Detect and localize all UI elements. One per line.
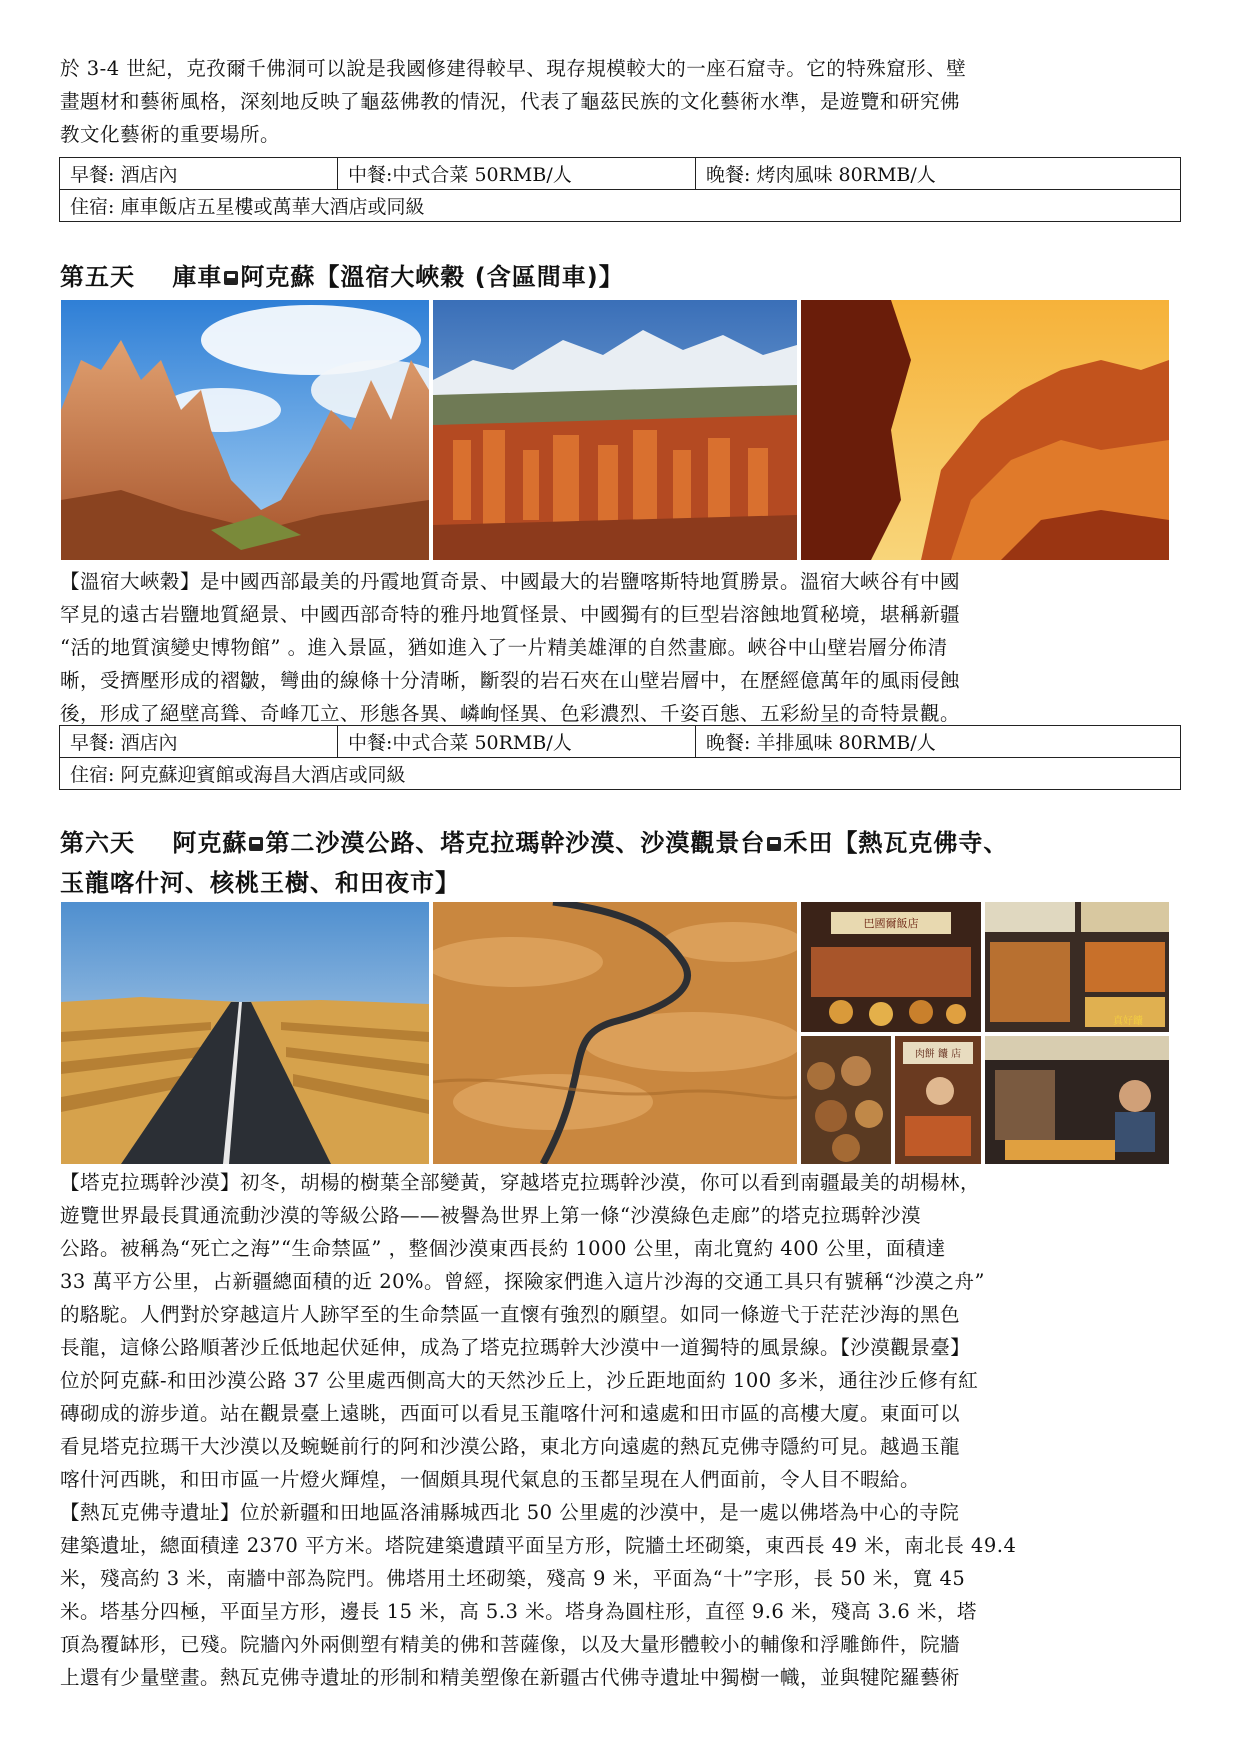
desert-road-photo-1 <box>61 902 429 1164</box>
lunch-cell: 中餐:中式合菜 50RMB/人 <box>338 158 696 190</box>
desc-line: 磚砌成的游步道。站在觀景臺上遠眺，西面可以看見玉龍喀什河和遠處和田市區的高樓大廈。東面可以 <box>60 1402 961 1425</box>
desc-line: “活的地質演變史博物館” 。進入景區，猶如進入了一片精美雄渾的自然畫廊。峽谷中山壁岩層分佈清 <box>60 636 948 659</box>
canyon-photo-3 <box>801 300 1169 560</box>
desc-line: 公路。被稱為“死亡之海”“生命禁區” ，整個沙漠東西長約 1000 公里，南北寬約 400 公里，面積達 <box>60 1237 946 1260</box>
desc-line: 晰，受擠壓形成的褶皺，彎曲的線條十分清晰，斷裂的岩石夾在山壁岩層中，在歷經億萬年的風雨侵蝕 <box>60 669 961 692</box>
shop-sign: 真好饢 <box>1113 1016 1143 1027</box>
route-start: 庫車 <box>172 263 223 291</box>
bus-icon <box>224 271 238 285</box>
shop-sign: 巴國爾飯店 <box>863 917 919 930</box>
day5-title <box>60 257 1180 297</box>
desert-road-photo-2 <box>433 902 797 1164</box>
bus-icon <box>767 837 781 851</box>
canyon-photo-2 <box>433 300 797 560</box>
night-market-photo-1 <box>801 902 981 1032</box>
dinner-cell: 晚餐: 羊排風味 80RMB/人 <box>696 726 1181 758</box>
canyon-photo-1 <box>61 300 429 560</box>
desc-line: 【溫宿大峽穀】是中國西部最美的丹霞地質奇景、中國最大的岩鹽喀斯特地質勝景。溫宿大峽谷有中國 <box>60 570 961 593</box>
night-market-photo-4 <box>895 1036 981 1164</box>
desc-line: 遊覽世界最長貫通流動沙漠的等級公路——被譽為世界上第一條“沙漠綠色走廊”的塔克拉瑪幹沙漠 <box>60 1204 921 1227</box>
desc-line: 罕見的遠古岩鹽地質絕景、中國西部奇特的雅丹地質怪景、中國獨有的巨型岩溶蝕地質秘境，堪稱新疆 <box>60 603 961 626</box>
desc-line: 【熱瓦克佛寺遺址】位於新疆和田地區洛浦縣城西北 50 公里處的沙漠中，是一處以佛塔為中心的寺院 <box>60 1501 960 1524</box>
intro-line: 教文化藝術的重要場所。 <box>60 123 281 146</box>
route-start: 阿克蘇 <box>172 829 248 857</box>
desc-line: 看見塔克拉瑪干大沙漠以及蜿蜒前行的阿和沙漠公路，東北方向遠處的熱瓦克佛寺隱約可見。越過玉龍 <box>60 1435 961 1458</box>
day6-title <box>60 823 1180 903</box>
day6-title-line <box>60 823 1180 863</box>
night-market-photo-2 <box>985 902 1169 1032</box>
day6-title-line: 玉龍喀什河、核桃王樹、和田夜市】 <box>60 869 460 897</box>
desc-line: 米。塔基分四極，平面呈方形，邊長 15 米，高 5.3 米。塔身為圓柱形，直徑 9.6 米，殘高 3.6 米，塔 <box>60 1600 977 1623</box>
desc-line: 上還有少量壁畫。熱瓦克佛寺遺址的形制和精美塑像在新疆古代佛寺遺址中獨樹一幟，並與犍陀羅藝術 <box>60 1666 961 1689</box>
intro-paragraph <box>60 52 1180 151</box>
route-middle: 第二沙漠公路、塔克拉瑪幹沙漠、沙漠觀景台 <box>265 829 766 857</box>
desc-line: 長龍，這條公路順著沙丘低地起伏延伸，成為了塔克拉瑪幹大沙漠中一道獨特的風景線。【沙漠觀景臺】 <box>60 1336 971 1359</box>
dinner-cell: 晚餐: 烤肉風味 80RMB/人 <box>696 158 1181 190</box>
hotel-cell: 住宿: 庫車飯店五星樓或萬華大酒店或同級 <box>60 190 1181 222</box>
desc-line: 建築遺址，總面積達 2370 平方米。塔院建築遺蹟平面呈方形，院牆土坯砌築，東西長 49 米，南北長 49.4 <box>60 1534 1017 1557</box>
desc-line: 後，形成了絕壁高聳、奇峰兀立、形態各異、嶙峋怪異、色彩濃烈、千姿百態、五彩紛呈的奇特景觀。 <box>60 702 961 725</box>
route-destination: 阿克蘇【溫宿大峽穀 (含區間車)】 <box>240 263 624 291</box>
intro-line: 畫題材和藝術風格，深刻地反映了龜茲佛教的情況，代表了龜茲民族的文化藝術水準，是遊覽和研究佛 <box>60 90 961 113</box>
desc-line: 米，殘高約 3 米，南牆中部為院門。佛塔用土坯砌築，殘高 9 米，平面為“十”字形，長 50 米，寬 45 <box>60 1567 966 1590</box>
intro-line: 於 3-4 世紀，克孜爾千佛洞可以說是我國修建得較早、現存規模較大的一座石窟寺。它的特殊窟形、壁 <box>60 57 967 80</box>
desc-line: 33 萬平方公里，占新疆總面積的近 20%。曾經，探險家們進入這片沙海的交通工具只有號稱“沙漠之舟” <box>60 1270 985 1293</box>
breakfast-cell: 早餐: 酒店內 <box>60 726 338 758</box>
lunch-cell: 中餐:中式合菜 50RMB/人 <box>338 726 696 758</box>
night-market-photo-5 <box>985 1036 1169 1164</box>
bus-icon <box>249 837 263 851</box>
shop-sign: 肉餅 饢 店 <box>914 1049 962 1060</box>
day6-description <box>60 1166 1180 1694</box>
meal-table-day5 <box>59 725 1181 790</box>
day-label: 第五天 <box>60 263 135 291</box>
desc-line: 【塔克拉瑪幹沙漠】初冬，胡楊的樹葉全部變黃，穿越塔克拉瑪幹沙漠，你可以看到南疆最美的胡楊林， <box>60 1171 981 1194</box>
meal-table-day4 <box>59 157 1181 222</box>
route-destination: 禾田【熱瓦克佛寺、 <box>783 829 1009 857</box>
desc-line: 喀什河西眺，和田市區一片燈火輝煌，一個頗具現代氣息的玉都呈現在人們面前，令人目不暇給。 <box>60 1468 921 1491</box>
day5-description <box>60 565 1180 730</box>
hotel-cell: 住宿: 阿克蘇迎賓館或海昌大酒店或同級 <box>60 758 1181 790</box>
night-market-photo-3 <box>801 1036 891 1164</box>
breakfast-cell: 早餐: 酒店內 <box>60 158 338 190</box>
day-label: 第六天 <box>60 829 135 857</box>
desc-line: 的駱駝。人們對於穿越這片人跡罕至的生命禁區一直懷有強烈的願望。如同一條遊弋于茫茫沙海的黑色 <box>60 1303 961 1326</box>
desc-line: 頂為覆缽形，已殘。院牆內外兩側塑有精美的佛和菩薩像，以及大量形體較小的輔像和浮雕飾件，院牆 <box>60 1633 961 1656</box>
desc-line: 位於阿克蘇-和田沙漠公路 37 公里處西側高大的天然沙丘上，沙丘距地面約 100 多米，通往沙丘修有紅 <box>60 1369 979 1392</box>
